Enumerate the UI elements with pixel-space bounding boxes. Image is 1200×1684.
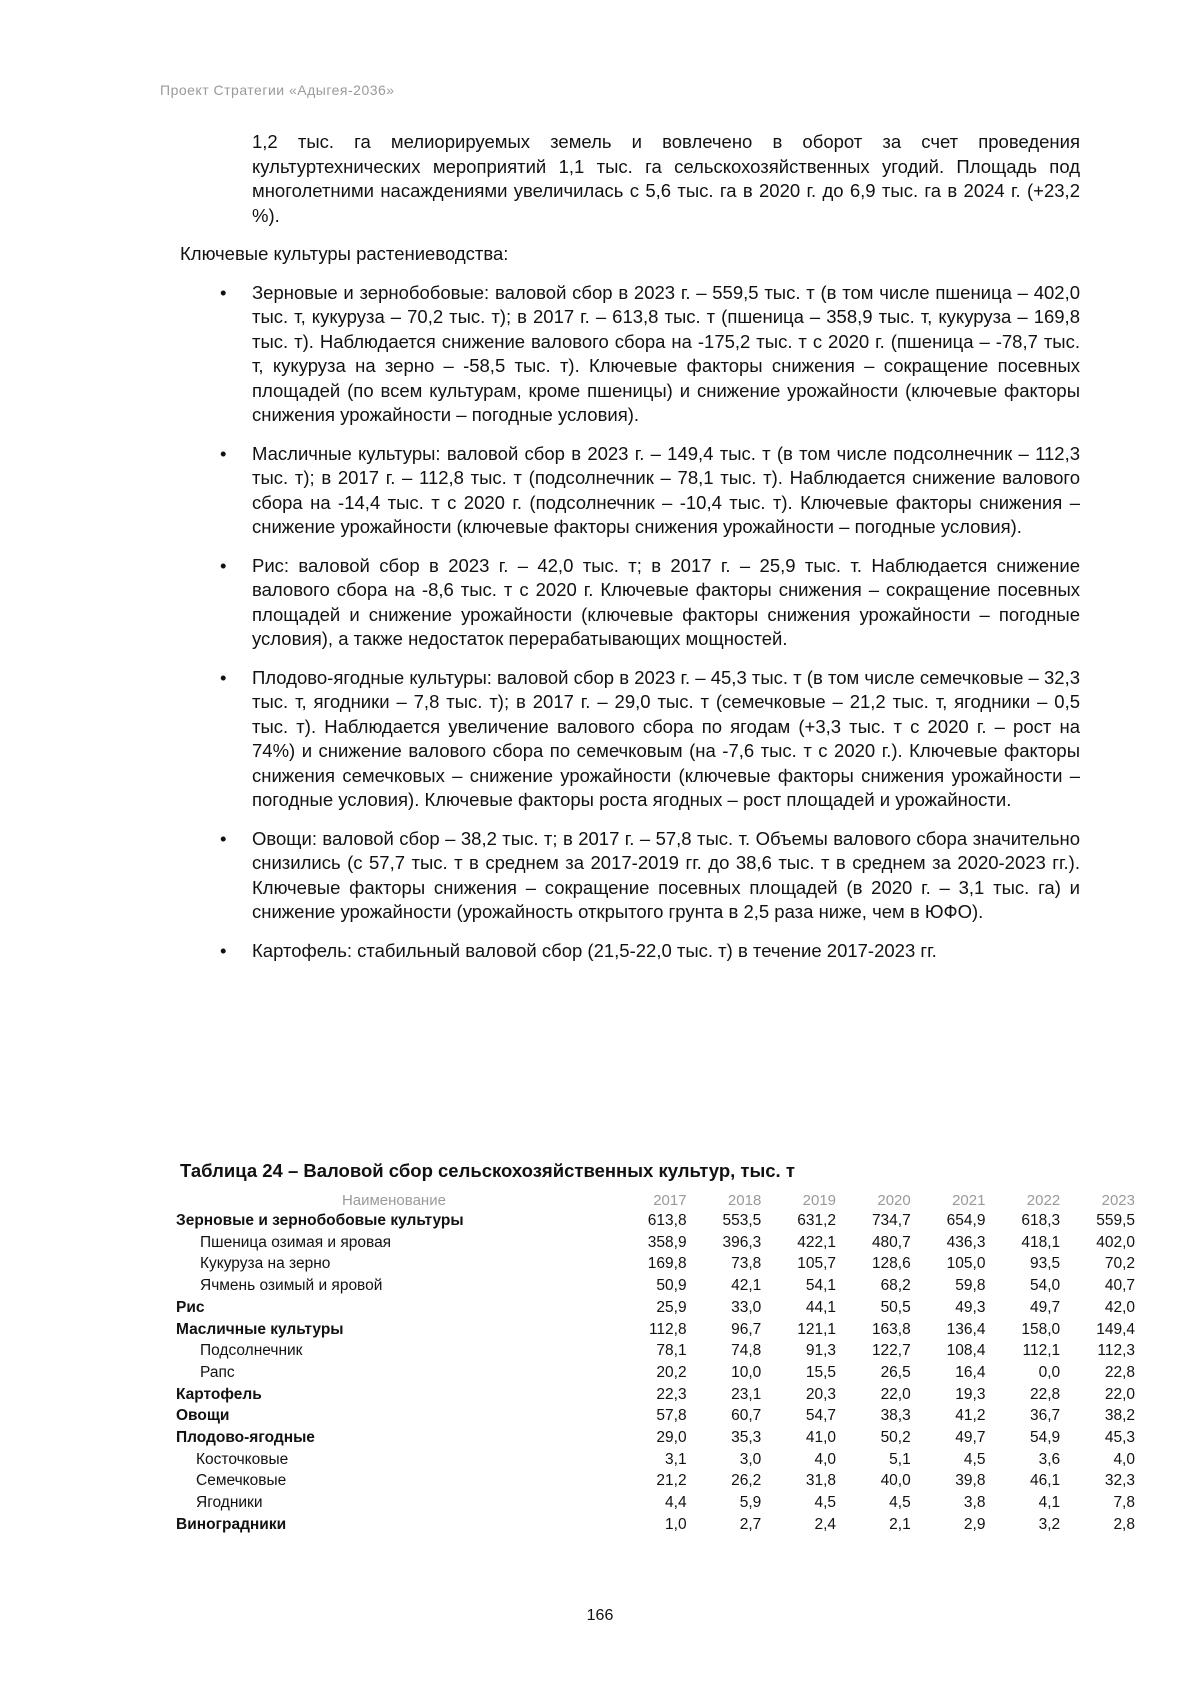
row-name: Рис [176, 1298, 205, 1316]
row-value: 44,1 [805, 1298, 837, 1316]
lead-text: Ключевые культуры растениеводства: [180, 243, 509, 264]
row-name: Кукуруза на зерно [200, 1255, 331, 1273]
row-value: 2,9 [963, 1515, 986, 1533]
row-value: 559,5 [1096, 1212, 1135, 1229]
row-value: 33,0 [731, 1298, 762, 1316]
row-value: 158,0 [1021, 1320, 1061, 1338]
row-value: 163,8 [871, 1320, 911, 1338]
table-row [176, 1319, 1141, 1341]
row-value: 22,0 [1104, 1385, 1135, 1403]
row-name: Зерновые и зернобобовые культуры [176, 1212, 464, 1229]
row-value: 480,7 [871, 1233, 911, 1251]
row-value: 20,3 [805, 1385, 837, 1403]
row-value: 3,0 [739, 1450, 762, 1468]
row-value: 4,4 [665, 1494, 687, 1512]
header-name: Наименование [341, 1191, 446, 1209]
row-value: 105,0 [946, 1255, 986, 1273]
row-value: 21,2 [656, 1472, 687, 1490]
row-value: 136,4 [946, 1320, 986, 1338]
table-row [176, 1427, 1141, 1449]
row-name: Ячмень озимый и яровой [200, 1277, 383, 1295]
row-value: 22,3 [656, 1385, 687, 1403]
table-row [176, 1253, 1141, 1275]
page-number: 166 [586, 1607, 614, 1624]
table-row [176, 1275, 1141, 1297]
row-value: 68,2 [880, 1277, 911, 1295]
row-value: 4,5 [963, 1450, 986, 1468]
row-name: Рапс [200, 1363, 235, 1381]
row-value: 15,5 [805, 1363, 837, 1381]
document-body [180, 130, 1080, 977]
row-name: Подсолнечник [200, 1342, 303, 1360]
row-value: 2,1 [889, 1515, 911, 1533]
crop-list [180, 281, 1080, 964]
row-value: 49,3 [955, 1298, 986, 1316]
table-row [176, 1297, 1141, 1319]
row-value: 74,8 [731, 1342, 762, 1360]
row-value: 49,7 [955, 1429, 986, 1447]
row-value: 54,1 [805, 1277, 837, 1295]
row-value: 19,3 [955, 1385, 986, 1403]
row-value: 149,4 [1096, 1320, 1135, 1338]
harvest-table [176, 1190, 1141, 1536]
row-name: Овощи [176, 1407, 230, 1425]
crop-list-item [180, 554, 1080, 652]
header-year: 2021 [952, 1191, 986, 1209]
row-name: Пшеница озимая и яровая [200, 1233, 392, 1251]
row-value: 3,1 [665, 1450, 687, 1468]
row-name: Масличные культуры [176, 1320, 344, 1338]
crop-description: Картофель: стабильный валовой сбор (21,5-22,0 тыс. т) в течение 2017-2023 гг. [252, 939, 937, 961]
bullet-icon: • [220, 827, 227, 849]
table-row [176, 1210, 1141, 1232]
row-value: 734,7 [871, 1212, 911, 1229]
crop-list-item [180, 666, 1080, 813]
table-row [176, 1470, 1141, 1492]
row-value: 20,2 [656, 1363, 687, 1381]
row-value: 59,8 [955, 1277, 986, 1295]
running-header: Проект Стратегии «Адыгея-2036» [160, 82, 395, 98]
row-value: 631,2 [797, 1212, 837, 1229]
header-year: 2017 [653, 1191, 687, 1209]
row-name: Плодово-ягодные [176, 1429, 315, 1447]
crop-description: Овощи: валовой сбор – 38,2 тыс. т; в 2017 г. – 57,8 тыс. т. Объемы валового сбора значительно снизились (с 57,7 тыс. т в среднем за 2017-2019 гг. до 38,6 тыс. т в среднем за 2020-2023 гг.). Ключевые факторы снижения – сокращение посевных площадей (в 2020 г. – 3,1 тыс. га) и снижение урожайности (урожайность открытого грунта в 2,5 раза ниже, чем в ЮФО). [252, 827, 1080, 922]
row-value: 40,7 [1104, 1277, 1135, 1295]
row-value: 42,0 [1104, 1298, 1135, 1316]
header-year: 2020 [877, 1191, 911, 1209]
row-name: Картофель [176, 1385, 262, 1403]
crop-description: Плодово-ягодные культуры: валовой сбор в 2023 г. – 45,3 тыс. т (в том числе семечковые – 32,3 тыс. т, ягодники – 7,8 тыс. т); в 2017 г. – 29,0 тыс. т (семечковые – 21,2 тыс. т, ягодники – 0,5 тыс. т). Наблюдается увеличение валового сбора по ягодам (+3,3 тыс. т с 2020 г. – рост на 74%) и снижение валового сбора по семечковым (на -7,6 тыс. т с 2020 г.). Ключевые факторы снижения семечковых – снижение урожайности (ключевые факторы снижения урожайности – погодные условия). Ключевые факторы роста ягодных – рост площадей и урожайности. [252, 666, 1080, 810]
row-value: 2,8 [1113, 1515, 1135, 1533]
row-value: 7,8 [1113, 1494, 1135, 1512]
table-row [176, 1340, 1141, 1362]
row-value: 4,0 [1113, 1450, 1135, 1468]
row-value: 108,4 [946, 1342, 986, 1360]
row-value: 96,7 [731, 1320, 762, 1338]
row-value: 112,3 [1097, 1342, 1135, 1360]
row-value: 23,1 [731, 1385, 762, 1403]
row-value: 38,3 [880, 1407, 911, 1425]
row-value: 122,7 [871, 1342, 911, 1360]
row-value: 4,1 [1038, 1494, 1061, 1512]
row-value: 54,9 [1030, 1429, 1061, 1447]
row-value: 613,8 [647, 1212, 687, 1229]
bullet-icon: • [220, 666, 227, 688]
row-value: 41,0 [805, 1429, 837, 1447]
row-value: 2,4 [814, 1515, 837, 1533]
crop-list-item [180, 827, 1080, 925]
row-value: 78,1 [656, 1342, 687, 1360]
row-value: 3,2 [1038, 1515, 1061, 1533]
row-value: 60,7 [731, 1407, 762, 1425]
row-value: 4,5 [889, 1494, 911, 1512]
row-value: 16,4 [955, 1363, 986, 1381]
table-header-row [176, 1190, 1141, 1210]
row-value: 553,5 [722, 1212, 762, 1229]
row-value: 39,8 [955, 1472, 986, 1490]
row-value: 396,3 [722, 1233, 762, 1251]
row-value: 436,3 [946, 1233, 986, 1251]
row-name: Ягодники [196, 1494, 263, 1512]
row-value: 1,0 [665, 1515, 687, 1533]
row-name: Виноградники [176, 1515, 287, 1533]
row-value: 22,0 [880, 1385, 911, 1403]
row-value: 50,5 [880, 1298, 911, 1316]
row-name: Семечковые [196, 1472, 287, 1490]
row-value: 4,5 [814, 1494, 837, 1512]
row-value: 45,3 [1104, 1429, 1135, 1447]
table-row [176, 1514, 1141, 1536]
row-value: 50,2 [880, 1429, 911, 1447]
table-row [176, 1384, 1141, 1406]
row-value: 57,8 [656, 1407, 687, 1425]
row-value: 35,3 [731, 1429, 762, 1447]
row-value: 5,9 [739, 1494, 762, 1512]
row-value: 54,7 [805, 1407, 837, 1425]
row-value: 4,0 [814, 1450, 837, 1468]
table-row [176, 1492, 1141, 1514]
row-value: 5,1 [889, 1450, 911, 1468]
table-row [176, 1232, 1141, 1254]
crop-description: Масличные культуры: валовой сбор в 2023 г. – 149,4 тыс. т (в том числе подсолнечник – 112,3 тыс. т); в 2017 г. – 112,8 тыс. т (подсолнечник – 78,1 тыс. т). Наблюдается снижение валового сбора на -14,4 тыс. т с 2020 г. (подсолнечник – -10,4 тыс. т). Ключевые факторы снижения – снижение урожайности (ключевые факторы снижения урожайности – погодные условия). [252, 442, 1080, 537]
header-year: 2023 [1101, 1191, 1135, 1209]
row-name: Косточковые [196, 1450, 289, 1468]
crop-list-item [180, 281, 1080, 428]
row-value: 41,2 [955, 1407, 986, 1425]
row-value: 121,1 [797, 1320, 837, 1338]
row-value: 402,0 [1096, 1233, 1135, 1251]
row-value: 2,7 [739, 1515, 762, 1533]
table-title: Таблица 24 – Валовой сбор сельскохозяйственных культур, тыс. т [180, 1160, 795, 1181]
row-value: 26,2 [731, 1472, 762, 1490]
row-value: 10,0 [731, 1363, 762, 1381]
row-value: 128,6 [871, 1255, 911, 1273]
table-row [176, 1405, 1141, 1427]
row-value: 54,0 [1030, 1277, 1061, 1295]
header-year: 2019 [802, 1191, 837, 1209]
row-value: 93,5 [1030, 1255, 1061, 1273]
row-value: 40,0 [880, 1472, 911, 1490]
intro-paragraph: 1,2 тыс. га мелиорируемых земель и вовлечено в оборот за счет проведения культуртехнических мероприятий 1,1 тыс. га сельскохозяйственных угодий. Площадь под многолетними насаждениями увеличилась с 5,6 тыс. га в 2020 г. до 6,9 тыс. га в 2024 г. (+23,2 %). [252, 131, 1080, 226]
row-value: 22,8 [1104, 1363, 1135, 1381]
row-value: 418,1 [1021, 1233, 1061, 1251]
bullet-icon: • [220, 939, 227, 961]
crop-description: Зерновые и зернобобовые: валовой сбор в 2023 г. – 559,5 тыс. т (в том числе пшеница – 402,0 тыс. т, кукуруза – 70,2 тыс. т); в 2017 г. – 613,8 тыс. т (пшеница – 358,9 тыс. т, кукуруза – 169,8 тыс. т). Наблюдается снижение валового сбора на -175,2 тыс. т с 2020 г. (пшеница – -78,7 тыс. т, кукуруза на зерно – -58,5 тыс. т). Ключевые факторы снижения – сокращение посевных площадей (по всем культурам, кроме пшеницы) и снижение урожайности (ключевые факторы снижения урожайности – погодные условия). [252, 281, 1080, 425]
row-value: 654,9 [946, 1212, 986, 1229]
row-value: 32,3 [1104, 1472, 1135, 1490]
row-value: 38,2 [1104, 1407, 1135, 1425]
row-value: 36,7 [1030, 1407, 1061, 1425]
table-row [176, 1362, 1141, 1384]
row-value: 112,1 [1022, 1342, 1061, 1360]
row-value: 26,5 [880, 1363, 911, 1381]
header-year: 2018 [727, 1191, 762, 1209]
row-value: 0,0 [1038, 1363, 1061, 1381]
row-value: 46,1 [1030, 1472, 1061, 1490]
bullet-icon: • [220, 554, 227, 576]
row-value: 42,1 [731, 1277, 762, 1295]
row-value: 105,7 [797, 1255, 837, 1273]
row-value: 422,1 [797, 1233, 837, 1251]
row-value: 169,8 [647, 1255, 687, 1273]
row-value: 618,3 [1021, 1212, 1061, 1229]
bullet-icon: • [220, 442, 227, 464]
row-value: 358,9 [647, 1233, 687, 1251]
table-row [176, 1449, 1141, 1471]
row-value: 112,8 [648, 1320, 687, 1338]
row-value: 50,9 [656, 1277, 687, 1295]
row-value: 49,7 [1030, 1298, 1061, 1316]
row-value: 29,0 [656, 1429, 687, 1447]
row-value: 25,9 [656, 1298, 687, 1316]
crop-list-item [180, 442, 1080, 540]
header-year: 2022 [1026, 1191, 1061, 1209]
crop-description: Рис: валовой сбор в 2023 г. – 42,0 тыс. т; в 2017 г. – 25,9 тыс. т. Наблюдается снижение валового сбора на -8,6 тыс. т с 2020 г. Ключевые факторы снижения – сокращение посевных площадей и снижение урожайности (ключевые факторы снижения урожайности – погодные условия), а также недостаток перерабатывающих мощностей. [252, 554, 1080, 649]
row-value: 22,8 [1030, 1385, 1061, 1403]
row-value: 70,2 [1104, 1255, 1135, 1273]
row-value: 31,8 [805, 1472, 837, 1490]
row-value: 91,3 [805, 1342, 837, 1360]
bullet-icon: • [220, 281, 227, 303]
table-body [176, 1210, 1141, 1536]
row-value: 3,8 [963, 1494, 986, 1512]
row-value: 73,8 [731, 1255, 762, 1273]
row-value: 3,6 [1038, 1450, 1061, 1468]
crop-list-item [180, 939, 1080, 964]
